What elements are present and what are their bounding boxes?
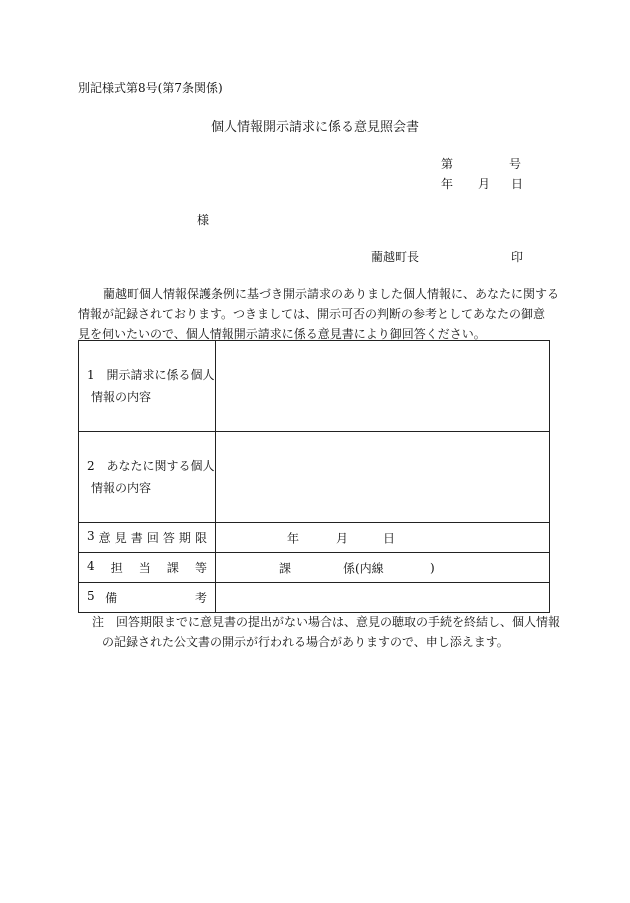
date-month: 月 [478,177,491,191]
row4-section: 係(内線 [343,561,384,575]
table-row [79,553,550,583]
row1-num: 1 [87,368,95,382]
row4-char: 当 [138,561,151,575]
row3-char: 期 [178,531,191,545]
row5-char: 考 [194,591,207,605]
body-line-2: 情報が記録されております。つきましては、開示可否の判断の参考としてあなたの御意 [78,307,546,321]
row4-close: ) [430,560,435,575]
document-title: 個人情報開示請求に係る意見照会書 [210,120,419,135]
row3-num: 3 [87,529,95,543]
row2-value[interactable] [216,432,550,523]
table-row [79,341,550,432]
row4-value[interactable] [216,553,550,583]
addressee-honorific: 様 [197,213,210,227]
row5-num: 5 [87,589,95,603]
row3-year: 年 [287,531,300,545]
footnote-line-2: の記録された公文書の開示が行われる場合がありますので、申し添えます。 [102,635,509,649]
row3-char: 回 [146,531,159,545]
table-row [79,583,550,613]
row3-day: 日 [383,531,396,545]
doc-number-suffix: 号 [509,157,522,171]
row4-num: 4 [87,559,95,573]
date-year: 年 [441,177,454,191]
form-reference: 別記様式第8号(第7条関係) [78,81,223,95]
row3-char: 限 [194,531,207,545]
row2-label [79,432,216,523]
row5-label [79,583,216,613]
row2-label-b: 情報の内容 [91,481,152,495]
doc-number-prefix: 第 [441,157,454,171]
row1-label-a: 開示請求に係る個人 [106,368,215,382]
footnote-line-1: 注 回答期限までに意見書の提出がない場合は、意見の聴取の手続を終結し、個人情報 [92,615,561,629]
row5-char: 備 [105,591,118,605]
row4-char: 課 [166,561,179,575]
row2-num: 2 [87,459,95,473]
date-day: 日 [511,177,524,191]
info-table [78,340,550,613]
table-row [79,432,550,523]
body-paragraph [78,284,560,344]
row3-month: 月 [336,531,349,545]
row4-char: 担 [110,561,123,575]
row3-label [79,523,216,553]
row4-dept: 課 [279,561,292,575]
row4-char: 等 [194,561,207,575]
body-line-3: 見を伺いたいので、個人情報開示請求に係る意見書により御回答ください。 [78,327,486,341]
row1-label-b: 情報の内容 [91,390,152,404]
row5-value[interactable] [216,583,550,613]
seal-mark: 印 [511,250,524,264]
row3-char: 書 [130,531,143,545]
row3-char: 見 [114,531,127,545]
row3-value[interactable] [216,523,550,553]
row2-label-a: あなたに関する個人 [106,459,215,473]
row1-label [79,341,216,432]
row1-value[interactable] [216,341,550,432]
sender-name: 藺越町長 [371,250,420,264]
row4-label [79,553,216,583]
table-row [79,523,550,553]
row3-char: 答 [162,531,175,545]
body-line-1: 藺越町個人情報保護条例に基づき開示請求のありました個人情報に、あなたに関する [103,287,560,301]
footnote [92,612,562,652]
row3-char: 意 [98,531,111,545]
